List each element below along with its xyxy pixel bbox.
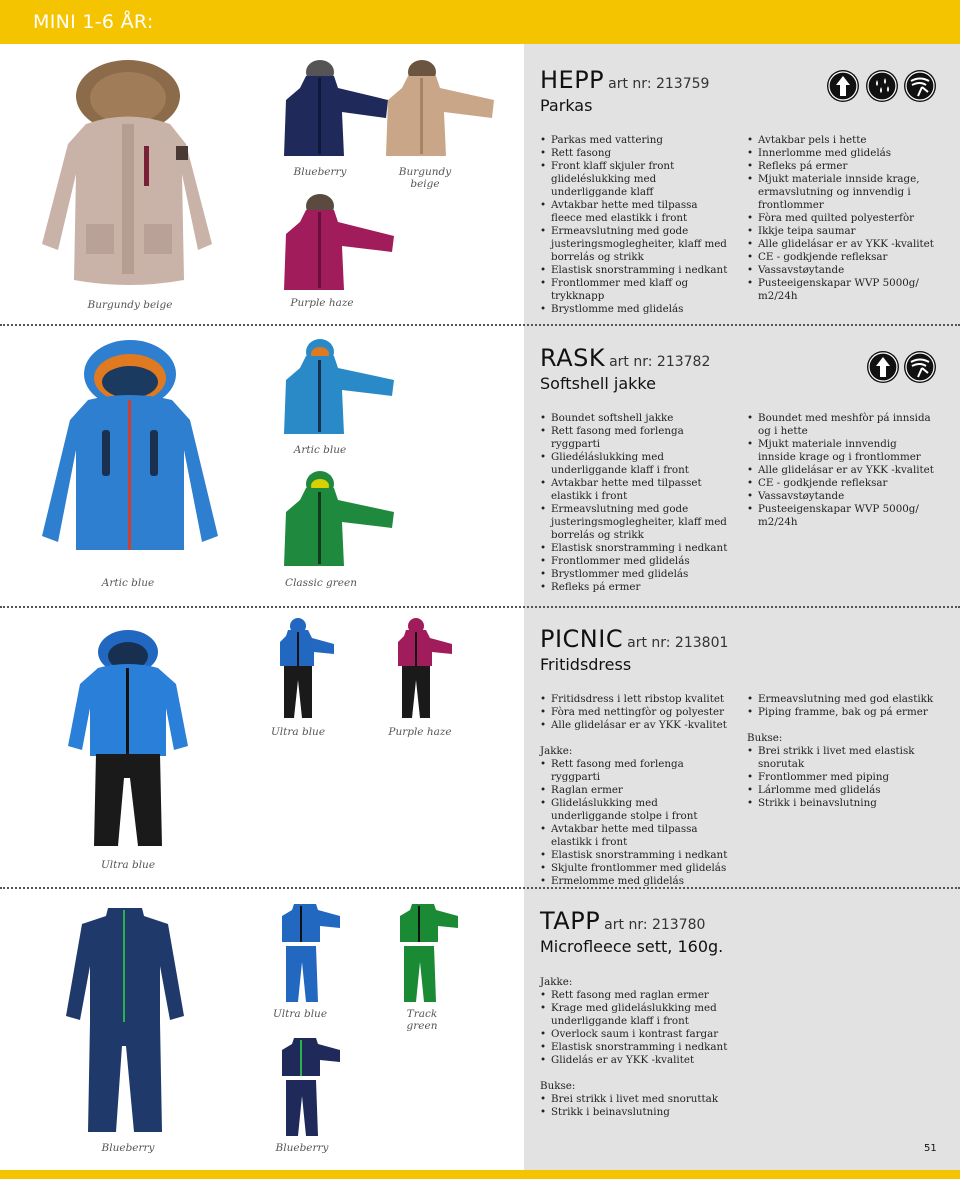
caption-variant-2: Burgundy beige	[398, 166, 452, 190]
product-header-picnic	[540, 625, 728, 674]
caption-main: Blueberry	[101, 1142, 155, 1154]
list-item: • Elastisk snorstramming i nedkant	[540, 264, 730, 277]
jakke-label: Jakke:	[540, 976, 573, 988]
variant-blueberry[interactable]	[280, 60, 390, 160]
list-item: • CE - godkjende refleksar	[747, 477, 937, 490]
feature-list-hepp-right	[747, 134, 937, 303]
variant-blueberry[interactable]	[278, 1036, 342, 1138]
list-item: • Fòra med quilted polyesterfòr	[747, 212, 937, 225]
list-item: • Glideláslukking med underliggande stolpe i front	[540, 797, 730, 823]
list-item: • Frontlommer med klaff og trykknapp	[540, 277, 730, 303]
waterproof-drops-icon	[866, 70, 898, 102]
page-number: 51	[924, 1143, 937, 1154]
footer-bar	[0, 1170, 960, 1179]
feature-list-rask-right	[747, 412, 937, 529]
feature-list-hepp-left	[540, 134, 730, 316]
list-item: • Brei strikk i livet med snoruttak	[540, 1093, 740, 1106]
caption-variant-1: Ultra blue	[270, 726, 326, 738]
list-item: • Pusteeigenskapar WVP 5000g/ m2/24h	[747, 277, 937, 303]
list-item: • Ermeavslutning med gode justeringsmoglegheiter, klaff med borrelás og strikk	[540, 225, 730, 264]
list-item: • Raglan ermer	[540, 784, 730, 797]
list-item: • Overlock saum i kontrast fargar	[540, 1028, 740, 1041]
variant-track-green[interactable]	[396, 902, 460, 1004]
list-item: • Avtakbar hette med tilpassa fleece med elastikk i front	[540, 199, 730, 225]
list-item: • Refleks pá ermer	[747, 160, 937, 173]
list-item: • Alle glidelásar er av YKK -kvalitet	[747, 464, 937, 477]
list-item: • Gliedéláslukking med underliggande klaff i front	[540, 451, 730, 477]
list-item: • Lárlomme med glidelás	[747, 784, 937, 797]
variant-ultra-blue[interactable]	[276, 618, 336, 720]
variant-burgundy-beige[interactable]	[384, 60, 496, 160]
caption-variant-3: Purple haze	[290, 297, 354, 309]
section-divider	[0, 887, 960, 889]
section-divider	[0, 324, 960, 326]
list-item: • Ermeavslutning med god elastikk	[747, 693, 937, 706]
list-item: • Elastisk snorstramming i nedkant	[540, 542, 730, 555]
list-item: • Glidelás er av YKK -kvalitet	[540, 1054, 740, 1067]
product-name: TAPP	[540, 907, 601, 935]
product-subtitle: Fritidsdress	[540, 655, 632, 674]
section-divider	[0, 606, 960, 608]
caption-main: Burgundy beige	[87, 299, 173, 311]
product-name: HEPP	[540, 66, 605, 94]
list-item: • Mjukt materiale innvendig innside krage og i frontlommer	[747, 438, 937, 464]
variant-purple-haze[interactable]	[280, 194, 396, 294]
list-item: • Boundet softshell jakke	[540, 412, 730, 425]
list-item: • Piping framme, bak og pá ermer	[747, 706, 937, 719]
list-item: • Fritidsdress i lett ribstop kvalitet	[540, 693, 740, 706]
list-item: • Frontlommer med piping	[747, 771, 937, 784]
product-photo-hepp	[36, 54, 218, 294]
jakke-label: Jakke:	[540, 745, 573, 757]
list-item: • Alle glidelásar er av YKK -kvalitet	[540, 719, 740, 732]
list-item: • Innerlomme med glidelás	[747, 147, 937, 160]
list-item: • Elastisk snorstramming i nedkant	[540, 1041, 740, 1054]
bukse-label: Bukse:	[747, 732, 783, 744]
list-item: • Mjukt materiale innside krage, ermavslutning og innvendig i frontlommer	[747, 173, 937, 212]
product-photo-rask	[40, 340, 220, 552]
header-bar	[0, 0, 960, 44]
feature-list-picnic-jakke	[540, 758, 730, 888]
product-photo-picnic	[66, 628, 190, 852]
caption-main: Ultra blue	[100, 859, 156, 871]
list-item: • Krage med glideláslukking med underliggande klaff i front	[540, 1002, 740, 1028]
art-number: art nr: 213801	[627, 635, 729, 651]
feature-list-tapp-jakke	[540, 989, 740, 1067]
list-item: • CE - godkjende refleksar	[747, 251, 937, 264]
list-item: • Front klaff skjuler front glideléslukking med underliggande klaff	[540, 160, 730, 199]
list-item: • Avtakbar hette med tilpasset elastikk i front	[540, 477, 730, 503]
variant-artic-blue[interactable]	[280, 338, 396, 438]
list-item: • Vassavstøytande	[747, 264, 937, 277]
product-subtitle: Parkas	[540, 96, 593, 115]
variant-purple-haze[interactable]	[394, 618, 454, 720]
list-item: • Brystlomme med glidelás	[540, 303, 730, 316]
list-item: • Vassavstøytande	[747, 490, 937, 503]
list-item: • Rett fasong	[540, 147, 730, 160]
variant-classic-green[interactable]	[280, 470, 396, 570]
list-item: • Avtakbar pels i hette	[747, 134, 937, 147]
list-item: • Strikk i beinavslutning	[747, 797, 937, 810]
feature-list-tapp-bukse	[540, 1093, 740, 1119]
art-number: art nr: 213759	[608, 76, 710, 92]
list-item: • Boundet med meshfòr pá innsida og i hette	[747, 412, 937, 438]
list-item: • Rett fasong med forlenga ryggparti	[540, 758, 730, 784]
windproof-icon	[904, 351, 936, 383]
bukse-label: Bukse:	[540, 1080, 576, 1092]
list-item: • Rett fasong med forlenga ryggparti	[540, 425, 730, 451]
feature-list-picnic-right	[747, 693, 937, 719]
list-item: • Refleks pá ermer	[540, 581, 730, 594]
arrow-up-icon	[827, 70, 859, 102]
product-photo-tapp	[64, 906, 186, 1136]
caption-variant-1: Artic blue	[293, 444, 347, 456]
list-item: • Brei strikk i livet med elastisk snorutak	[747, 745, 937, 771]
product-name: RASK	[540, 344, 606, 372]
feature-list-picnic-bukse	[747, 745, 937, 810]
list-item: • Alle glidelásar er av YKK -kvalitet	[747, 238, 937, 251]
list-item: • Fòra med nettingfòr og polyester	[540, 706, 740, 719]
list-item: • Strikk i beinavslutning	[540, 1106, 740, 1119]
windproof-icon	[904, 70, 936, 102]
product-header-hepp	[540, 66, 709, 115]
caption-variant-2: Track green	[406, 1008, 438, 1032]
page-title: MINI 1-6 ÅR:	[33, 11, 154, 33]
list-item: • Brystlommer med glidelás	[540, 568, 730, 581]
variant-ultra-blue[interactable]	[278, 902, 342, 1004]
caption-variant-1: Ultra blue	[272, 1008, 328, 1020]
arrow-up-icon	[867, 351, 899, 383]
caption-variant-3: Blueberry	[275, 1142, 329, 1154]
list-item: • Skjulte frontlommer med glidelás	[540, 862, 730, 875]
list-item: • Ermelomme med glidelás	[540, 875, 730, 888]
list-item: • Ermeavslutning med gode justeringsmoglegheiter, klaff med borrelás og strikk	[540, 503, 730, 542]
product-subtitle: Softshell jakke	[540, 374, 656, 393]
list-item: • Pusteeigenskapar WVP 5000g/ m2/24h	[747, 503, 937, 529]
list-item: • Avtakbar hette med tilpassa elastikk i front	[540, 823, 730, 849]
caption-variant-1: Blueberry	[293, 166, 347, 178]
feature-list-picnic-general	[540, 693, 740, 732]
caption-variant-2: Classic green	[285, 577, 357, 589]
list-item: • Rett fasong med raglan ermer	[540, 989, 740, 1002]
art-number: art nr: 213780	[604, 917, 706, 933]
product-name: PICNIC	[540, 625, 624, 653]
art-number: art nr: 213782	[609, 354, 711, 370]
list-item: • Elastisk snorstramming i nedkant	[540, 849, 730, 862]
list-item: • Ikkje teipa saumar	[747, 225, 937, 238]
feature-list-rask-left	[540, 412, 730, 594]
caption-variant-2: Purple haze	[388, 726, 452, 738]
product-header-tapp	[540, 907, 723, 956]
product-header-rask	[540, 344, 710, 393]
list-item: • Frontlommer med glidelás	[540, 555, 730, 568]
caption-main: Artic blue	[101, 577, 155, 589]
product-subtitle: Microfleece sett, 160g.	[540, 937, 724, 956]
list-item: • Parkas med vattering	[540, 134, 730, 147]
